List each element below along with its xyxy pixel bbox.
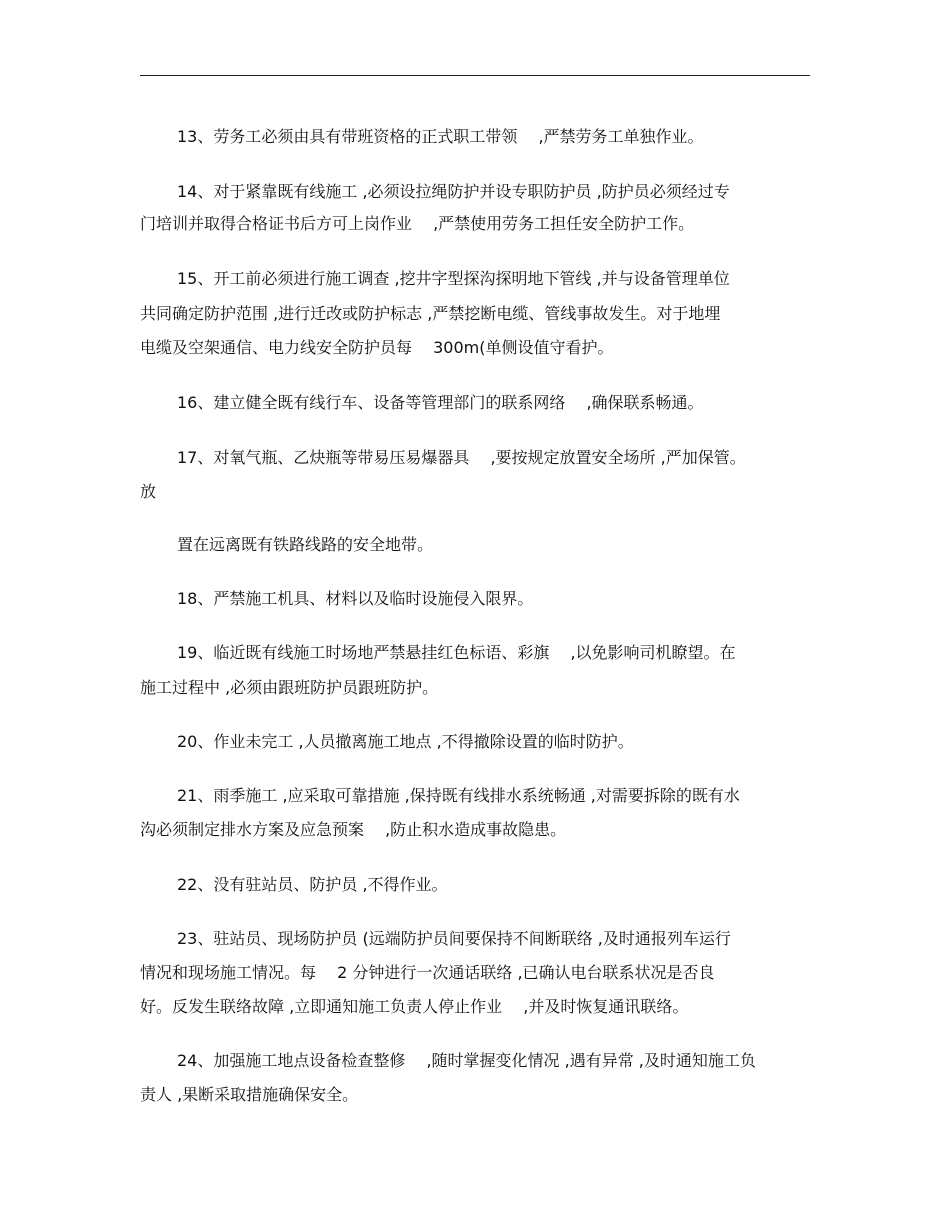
text-line: 情况和现场施工情况。每 2 分钟进行一次通话联络 ,已确认电台联系状况是否良 bbox=[140, 963, 715, 982]
text-line: 18、严禁施工机具、材料以及临时设施侵入限界。 bbox=[177, 589, 534, 608]
text-line: 好。反发生联络故障 ,立即通知施工负责人停止作业 ,并及时恢复通讯联络。 bbox=[140, 997, 689, 1016]
text-line: 置在远离既有铁路线路的安全地带。 bbox=[177, 535, 434, 554]
text-line: 电缆及空架通信、电力线安全防护员每 300m(单侧设值守看护。 bbox=[140, 338, 614, 357]
text-line: 23、驻站员、现场防护员 (远端防护员间要保持不间断联络 ,及时通报列车运行 bbox=[177, 929, 731, 948]
text-line: 17、对氧气瓶、乙炔瓶等带易压易爆器具 ,要按规定放置安全场所 ,严加保管。 bbox=[177, 448, 746, 467]
text-line: 门培训并取得合格证书后方可上岗作业 ,严禁使用劳务工担任安全防护工作。 bbox=[140, 214, 695, 233]
text-line: 24、加强施工地点设备检查整修 ,随时掌握变化情况 ,遇有异常 ,及时通知施工负 bbox=[177, 1051, 756, 1070]
text-line: 21、雨季施工 ,应采取可靠措施 ,保持既有线排水系统畅通 ,对需要拆除的既有水 bbox=[177, 786, 740, 805]
text-line: 放 bbox=[140, 482, 157, 501]
text-line: 19、临近既有线施工时场地严禁悬挂红色标语、彩旗 ,以免影响司机瞭望。在 bbox=[177, 643, 736, 662]
text-line: 沟必须制定排水方案及应急预案 ,防止积水造成事故隐患。 bbox=[140, 820, 567, 839]
text-line: 16、建立健全既有线行车、设备等管理部门的联系网络 ,确保联系畅通。 bbox=[177, 393, 704, 412]
text-line: 责人 ,果断采取措施确保安全。 bbox=[140, 1085, 359, 1104]
text-line: 22、没有驻站员、防护员 ,不得作业。 bbox=[177, 875, 448, 894]
text-line: 14、对于紧靠既有线施工 ,必须设拉绳防护并设专职防护员 ,防护员必须经过专 bbox=[177, 182, 730, 201]
text-line: 共同确定防护范围 ,进行迁改或防护标志 ,严禁挖断电缆、管线事故发生。对于地埋 bbox=[140, 304, 721, 323]
text-line: 15、开工前必须进行施工调查 ,挖井字型探沟探明地下管线 ,并与设备管理单位 bbox=[177, 269, 730, 288]
text-line: 施工过程中 ,必须由跟班防护员跟班防护。 bbox=[140, 678, 439, 697]
header-rule bbox=[140, 75, 810, 76]
text-line: 20、作业未完工 ,人员撤离施工地点 ,不得撤除设置的临时防护。 bbox=[177, 732, 634, 751]
text-line: 13、劳务工必须由具有带班资格的正式职工带领 ,严禁劳务工单独作业。 bbox=[177, 127, 704, 146]
